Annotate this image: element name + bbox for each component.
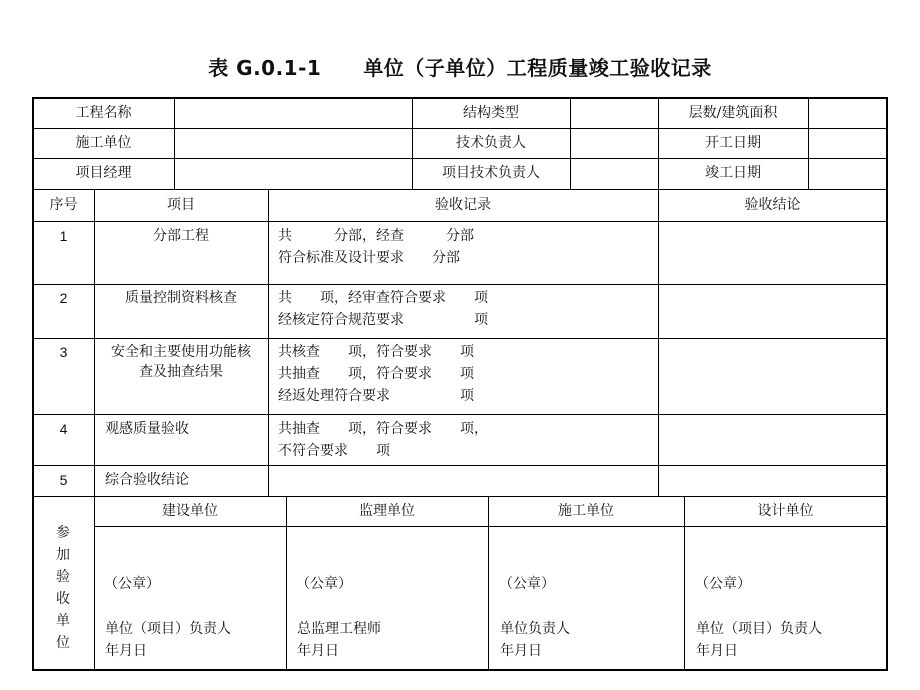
table-code: 表 G.0.1-1 <box>208 56 322 80</box>
page-title <box>0 52 920 81</box>
item-conclusion[interactable] <box>662 418 882 462</box>
item-record-line: 共核查 项，符合要求 项 <box>278 344 474 360</box>
item-number: 2 <box>59 290 68 306</box>
item-conclusion[interactable] <box>662 288 882 334</box>
item-number: 5 <box>59 472 68 488</box>
contractor-label: 施工单位 <box>75 135 132 151</box>
project-technical-lead-label: 项目技术负责人 <box>442 165 540 181</box>
overall-conclusion-field[interactable] <box>272 469 652 493</box>
item-conclusion[interactable] <box>662 342 882 410</box>
column-header-no: 序号 <box>49 197 78 213</box>
start-date-label: 开工日期 <box>705 135 761 151</box>
floors-area-label: 层数/建筑面积 <box>688 105 778 121</box>
column-header-item: 项目 <box>167 197 195 213</box>
item-name: 分部工程 <box>153 228 209 244</box>
unit-header-designer: 设计单位 <box>757 503 814 519</box>
unit-date: 年月日 <box>500 643 542 659</box>
item-record-line: 符合标准及设计要求 分部 <box>278 250 460 266</box>
column-header-record: 验收记录 <box>435 197 491 213</box>
table-title: 单位（子单位）工程质量竣工验收记录 <box>363 56 712 80</box>
unit-signer: 单位（项目）负责人 <box>696 621 822 637</box>
item-record-line: 经核定符合规范要求 项 <box>278 312 488 328</box>
column-header-conclusion: 验收结论 <box>744 197 801 213</box>
unit-header-supervisor: 监理单位 <box>359 503 415 519</box>
item-record-line: 共抽查 项，符合要求 项 <box>278 366 474 382</box>
item-record-line: 共 分部，经查 分部 <box>278 228 474 244</box>
item-conclusion[interactable] <box>662 225 882 280</box>
project-name-label: 工程名称 <box>75 105 132 121</box>
unit-seal: （公章） <box>296 576 352 592</box>
unit-signer: 总监理工程师 <box>297 621 381 637</box>
item-number: 3 <box>59 344 68 360</box>
unit-date: 年月日 <box>696 643 738 659</box>
item-record-line: 共 项，经审查符合要求 项 <box>278 290 488 306</box>
unit-seal: （公章） <box>104 576 160 592</box>
item-name-line: 查及抽查结果 <box>139 364 223 380</box>
project-manager-label: 项目经理 <box>75 165 132 181</box>
item-record-line: 共抽查 项，符合要求 项， <box>278 421 488 437</box>
item-name: 质量控制资料核查 <box>125 290 237 306</box>
item-name-line: 安全和主要使用功能核 <box>111 344 251 360</box>
item-record-line: 不符合要求 项 <box>278 443 390 459</box>
structure-type-label: 结构类型 <box>463 105 519 121</box>
unit-signer: 单位（项目）负责人 <box>105 621 231 637</box>
item-name: 观感质量验收 <box>105 421 189 437</box>
unit-seal: （公章） <box>695 576 751 592</box>
unit-header-contractor: 施工单位 <box>558 503 614 519</box>
item-record-line: 经返处理符合要求 项 <box>278 388 474 404</box>
item-number: 4 <box>59 421 68 437</box>
unit-date: 年月日 <box>105 643 147 659</box>
unit-header-owner: 建设单位 <box>162 503 218 519</box>
completion-date-label: 竣工日期 <box>705 165 761 181</box>
technical-lead-label: 技术负责人 <box>456 135 526 151</box>
unit-date: 年月日 <box>297 643 339 659</box>
item-number: 1 <box>59 228 68 244</box>
unit-seal: （公章） <box>499 576 555 592</box>
item-name: 综合验收结论 <box>105 472 189 488</box>
unit-signer: 单位负责人 <box>500 621 570 637</box>
